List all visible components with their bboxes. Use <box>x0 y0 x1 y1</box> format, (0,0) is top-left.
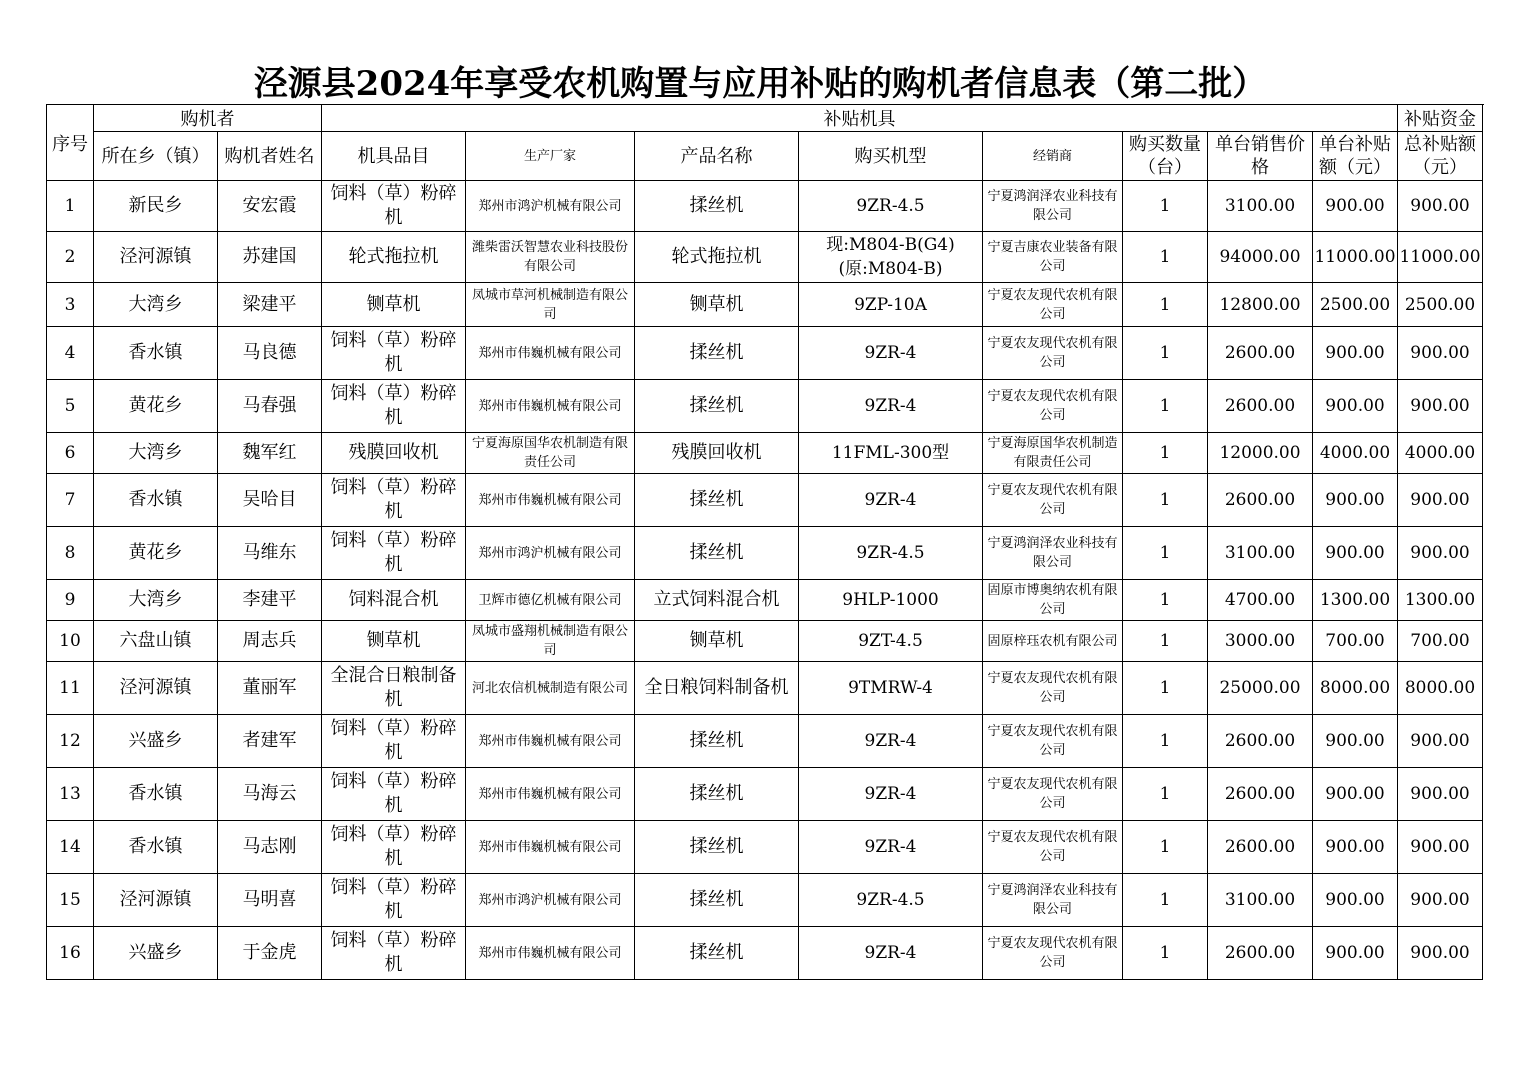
unit-subsidy-cell: 11000.00 <box>1313 232 1398 283</box>
total-subsidy-cell: 900.00 <box>1398 715 1483 768</box>
unit-subsidy-cell: 900.00 <box>1313 821 1398 874</box>
buyer-name-cell: 马明喜 <box>218 874 322 927</box>
total-subsidy-cell: 900.00 <box>1398 821 1483 874</box>
manufacturer-cell: 潍柴雷沃智慧农业科技股份有限公司 <box>466 232 635 283</box>
quantity-cell: 1 <box>1123 927 1208 980</box>
unit-price-cell: 2600.00 <box>1208 474 1313 527</box>
quantity-cell: 1 <box>1123 283 1208 327</box>
row-index: 1 <box>47 181 94 232</box>
dealer-cell: 固原市博奥纳农机有限公司 <box>983 580 1123 621</box>
unit-subsidy-cell: 900.00 <box>1313 327 1398 380</box>
unit-subsidy-cell: 2500.00 <box>1313 283 1398 327</box>
header-product: 产品名称 <box>635 132 799 181</box>
product-cell: 揉丝机 <box>635 715 799 768</box>
unit-price-cell: 3100.00 <box>1208 874 1313 927</box>
unit-subsidy-cell: 900.00 <box>1313 527 1398 580</box>
model-cell: 11FML-300型 <box>799 433 983 474</box>
table-row <box>47 715 1483 768</box>
dealer-cell: 宁夏鸿润泽农业科技有限公司 <box>983 181 1123 232</box>
unit-subsidy-cell: 900.00 <box>1313 181 1398 232</box>
unit-price-cell: 3000.00 <box>1208 621 1313 662</box>
item-cell: 铡草机 <box>322 283 466 327</box>
unit-price-cell: 3100.00 <box>1208 181 1313 232</box>
model-cell: 9HLP-1000 <box>799 580 983 621</box>
row-index: 15 <box>47 874 94 927</box>
model-cell: 9ZP-10A <box>799 283 983 327</box>
unit-subsidy-cell: 900.00 <box>1313 474 1398 527</box>
table-row <box>47 181 1483 232</box>
unit-price-cell: 3100.00 <box>1208 527 1313 580</box>
model-cell: 9ZT-4.5 <box>799 621 983 662</box>
quantity-cell: 1 <box>1123 715 1208 768</box>
item-cell: 饲料（草）粉碎机 <box>322 380 466 433</box>
buyer-name-cell: 苏建国 <box>218 232 322 283</box>
total-subsidy-cell: 900.00 <box>1398 874 1483 927</box>
row-index: 16 <box>47 927 94 980</box>
dealer-cell: 宁夏农友现代农机有限公司 <box>983 927 1123 980</box>
table-row <box>47 662 1483 715</box>
buyer-info-table <box>46 104 1483 980</box>
dealer-cell: 宁夏农友现代农机有限公司 <box>983 380 1123 433</box>
item-cell: 轮式拖拉机 <box>322 232 466 283</box>
product-cell: 全日粮饲料制备机 <box>635 662 799 715</box>
header-unit-price: 单台销售价格 <box>1208 132 1313 181</box>
unit-price-cell: 2600.00 <box>1208 927 1313 980</box>
buyer-name-cell: 于金虎 <box>218 927 322 980</box>
product-cell: 揉丝机 <box>635 927 799 980</box>
item-cell: 饲料（草）粉碎机 <box>322 474 466 527</box>
buyer-name-cell: 马海云 <box>218 768 322 821</box>
dealer-cell: 宁夏农友现代农机有限公司 <box>983 715 1123 768</box>
buyer-name-cell: 吴哈目 <box>218 474 322 527</box>
manufacturer-cell: 郑州市伟巍机械有限公司 <box>466 821 635 874</box>
header-buyer-group: 购机者 <box>94 105 322 132</box>
township-cell: 泾河源镇 <box>94 874 218 927</box>
buyer-name-cell: 者建军 <box>218 715 322 768</box>
header-model: 购买机型 <box>799 132 983 181</box>
table-row <box>47 380 1483 433</box>
dealer-cell: 宁夏农友现代农机有限公司 <box>983 327 1123 380</box>
product-cell: 揉丝机 <box>635 474 799 527</box>
product-cell: 铡草机 <box>635 621 799 662</box>
buyer-name-cell: 董丽军 <box>218 662 322 715</box>
township-cell: 兴盛乡 <box>94 927 218 980</box>
quantity-cell: 1 <box>1123 874 1208 927</box>
table-row <box>47 621 1483 662</box>
unit-price-cell: 2600.00 <box>1208 327 1313 380</box>
model-cell: 9ZR-4 <box>799 380 983 433</box>
row-index: 8 <box>47 527 94 580</box>
quantity-cell: 1 <box>1123 327 1208 380</box>
manufacturer-cell: 凤城市草河机械制造有限公司 <box>466 283 635 327</box>
total-subsidy-cell: 700.00 <box>1398 621 1483 662</box>
table-row <box>47 768 1483 821</box>
unit-price-cell: 2600.00 <box>1208 768 1313 821</box>
product-cell: 揉丝机 <box>635 874 799 927</box>
total-subsidy-cell: 900.00 <box>1398 327 1483 380</box>
quantity-cell: 1 <box>1123 433 1208 474</box>
total-subsidy-cell: 1300.00 <box>1398 580 1483 621</box>
township-cell: 香水镇 <box>94 327 218 380</box>
dealer-cell: 宁夏鸿润泽农业科技有限公司 <box>983 874 1123 927</box>
total-subsidy-cell: 2500.00 <box>1398 283 1483 327</box>
row-index: 12 <box>47 715 94 768</box>
unit-price-cell: 12000.00 <box>1208 433 1313 474</box>
township-cell: 黄花乡 <box>94 527 218 580</box>
product-cell: 揉丝机 <box>635 527 799 580</box>
table-row <box>47 474 1483 527</box>
quantity-cell: 1 <box>1123 232 1208 283</box>
product-cell: 立式饲料混合机 <box>635 580 799 621</box>
dealer-cell: 宁夏吉康农业装备有限公司 <box>983 232 1123 283</box>
manufacturer-cell: 郑州市伟巍机械有限公司 <box>466 380 635 433</box>
row-index: 9 <box>47 580 94 621</box>
manufacturer-cell: 郑州市伟巍机械有限公司 <box>466 927 635 980</box>
total-subsidy-cell: 4000.00 <box>1398 433 1483 474</box>
unit-price-cell: 2600.00 <box>1208 380 1313 433</box>
row-index: 7 <box>47 474 94 527</box>
buyer-name-cell: 马良德 <box>218 327 322 380</box>
row-index: 2 <box>47 232 94 283</box>
unit-subsidy-cell: 900.00 <box>1313 380 1398 433</box>
header-township: 所在乡（镇） <box>94 132 218 181</box>
total-subsidy-cell: 900.00 <box>1398 768 1483 821</box>
township-cell: 泾河源镇 <box>94 662 218 715</box>
buyer-name-cell: 梁建平 <box>218 283 322 327</box>
product-cell: 揉丝机 <box>635 768 799 821</box>
total-subsidy-cell: 900.00 <box>1398 474 1483 527</box>
model-cell: 9ZR-4 <box>799 821 983 874</box>
model-cell: 9ZR-4.5 <box>799 527 983 580</box>
manufacturer-cell: 卫辉市德亿机械有限公司 <box>466 580 635 621</box>
township-cell: 大湾乡 <box>94 580 218 621</box>
table-row <box>47 433 1483 474</box>
product-cell: 揉丝机 <box>635 181 799 232</box>
quantity-cell: 1 <box>1123 621 1208 662</box>
total-subsidy-cell: 8000.00 <box>1398 662 1483 715</box>
table-row <box>47 327 1483 380</box>
table-body <box>47 181 1483 980</box>
quantity-cell: 1 <box>1123 181 1208 232</box>
manufacturer-cell: 郑州市伟巍机械有限公司 <box>466 715 635 768</box>
manufacturer-cell: 郑州市伟巍机械有限公司 <box>466 474 635 527</box>
header-dealer: 经销商 <box>983 132 1123 181</box>
dealer-cell: 宁夏海原国华农机制造有限责任公司 <box>983 433 1123 474</box>
unit-price-cell: 4700.00 <box>1208 580 1313 621</box>
item-cell: 残膜回收机 <box>322 433 466 474</box>
manufacturer-cell: 郑州市伟巍机械有限公司 <box>466 327 635 380</box>
product-cell: 揉丝机 <box>635 327 799 380</box>
township-cell: 新民乡 <box>94 181 218 232</box>
unit-subsidy-cell: 1300.00 <box>1313 580 1398 621</box>
manufacturer-cell: 郑州市鸿沪机械有限公司 <box>466 874 635 927</box>
quantity-cell: 1 <box>1123 768 1208 821</box>
buyer-name-cell: 马志刚 <box>218 821 322 874</box>
page-title: 泾源县2024年享受农机购置与应用补贴的购机者信息表（第二批） <box>253 64 1267 104</box>
manufacturer-cell: 河北农信机械制造有限公司 <box>466 662 635 715</box>
table-row <box>47 283 1483 327</box>
header-machine-group: 补贴机具 <box>322 105 1398 132</box>
quantity-cell: 1 <box>1123 380 1208 433</box>
total-subsidy-cell: 900.00 <box>1398 380 1483 433</box>
manufacturer-cell: 郑州市伟巍机械有限公司 <box>466 768 635 821</box>
buyer-name-cell: 马维东 <box>218 527 322 580</box>
item-cell: 饲料（草）粉碎机 <box>322 181 466 232</box>
item-cell: 饲料（草）粉碎机 <box>322 715 466 768</box>
row-index: 11 <box>47 662 94 715</box>
model-cell: 9ZR-4 <box>799 927 983 980</box>
unit-subsidy-cell: 900.00 <box>1313 874 1398 927</box>
buyer-name-cell: 马春强 <box>218 380 322 433</box>
product-cell: 残膜回收机 <box>635 433 799 474</box>
total-subsidy-cell: 900.00 <box>1398 181 1483 232</box>
item-cell: 饲料混合机 <box>322 580 466 621</box>
row-index: 6 <box>47 433 94 474</box>
table-row <box>47 821 1483 874</box>
township-cell: 香水镇 <box>94 474 218 527</box>
table-row <box>47 580 1483 621</box>
model-cell: 9ZR-4.5 <box>799 874 983 927</box>
total-subsidy-cell: 900.00 <box>1398 527 1483 580</box>
header-buyer-name: 购机者姓名 <box>218 132 322 181</box>
township-cell: 大湾乡 <box>94 283 218 327</box>
item-cell: 饲料（草）粉碎机 <box>322 768 466 821</box>
header-index: 序号 <box>47 105 94 181</box>
table-row <box>47 232 1483 283</box>
township-cell: 泾河源镇 <box>94 232 218 283</box>
item-cell: 饲料（草）粉碎机 <box>322 821 466 874</box>
quantity-cell: 1 <box>1123 662 1208 715</box>
product-cell: 揉丝机 <box>635 821 799 874</box>
township-cell: 兴盛乡 <box>94 715 218 768</box>
buyer-name-cell: 周志兵 <box>218 621 322 662</box>
unit-price-cell: 25000.00 <box>1208 662 1313 715</box>
unit-price-cell: 2600.00 <box>1208 821 1313 874</box>
township-cell: 黄花乡 <box>94 380 218 433</box>
township-cell: 大湾乡 <box>94 433 218 474</box>
quantity-cell: 1 <box>1123 474 1208 527</box>
quantity-cell: 1 <box>1123 580 1208 621</box>
unit-subsidy-cell: 4000.00 <box>1313 433 1398 474</box>
row-index: 13 <box>47 768 94 821</box>
table-row <box>47 927 1483 980</box>
table-row <box>47 874 1483 927</box>
unit-price-cell: 94000.00 <box>1208 232 1313 283</box>
header-manufacturer: 生产厂家 <box>466 132 635 181</box>
manufacturer-cell: 凤城市盛翔机械制造有限公司 <box>466 621 635 662</box>
total-subsidy-cell: 900.00 <box>1398 927 1483 980</box>
item-cell: 饲料（草）粉碎机 <box>322 327 466 380</box>
product-cell: 铡草机 <box>635 283 799 327</box>
row-index: 5 <box>47 380 94 433</box>
township-cell: 六盘山镇 <box>94 621 218 662</box>
model-cell: 9TMRW-4 <box>799 662 983 715</box>
header-total-subsidy: 总补贴额（元） <box>1398 132 1483 181</box>
total-subsidy-cell: 11000.00 <box>1398 232 1483 283</box>
model-cell: 9ZR-4 <box>799 474 983 527</box>
buyer-name-cell: 李建平 <box>218 580 322 621</box>
unit-subsidy-cell: 700.00 <box>1313 621 1398 662</box>
row-index: 14 <box>47 821 94 874</box>
buyer-name-cell: 魏军红 <box>218 433 322 474</box>
header-item: 机具品目 <box>322 132 466 181</box>
dealer-cell: 宁夏农友现代农机有限公司 <box>983 768 1123 821</box>
model-cell: 9ZR-4 <box>799 327 983 380</box>
unit-subsidy-cell: 900.00 <box>1313 927 1398 980</box>
unit-subsidy-cell: 8000.00 <box>1313 662 1398 715</box>
dealer-cell: 宁夏农友现代农机有限公司 <box>983 474 1123 527</box>
header-subsidy-group: 补贴资金 <box>1398 105 1483 132</box>
item-cell: 铡草机 <box>322 621 466 662</box>
quantity-cell: 1 <box>1123 527 1208 580</box>
dealer-cell: 宁夏农友现代农机有限公司 <box>983 283 1123 327</box>
row-index: 10 <box>47 621 94 662</box>
header-quantity: 购买数量（台） <box>1123 132 1208 181</box>
header-unit-subsidy: 单台补贴额（元） <box>1313 132 1398 181</box>
township-cell: 香水镇 <box>94 768 218 821</box>
dealer-cell: 宁夏农友现代农机有限公司 <box>983 662 1123 715</box>
dealer-cell: 宁夏农友现代农机有限公司 <box>983 821 1123 874</box>
manufacturer-cell: 郑州市鸿沪机械有限公司 <box>466 181 635 232</box>
item-cell: 饲料（草）粉碎机 <box>322 527 466 580</box>
row-index: 3 <box>47 283 94 327</box>
unit-subsidy-cell: 900.00 <box>1313 768 1398 821</box>
dealer-cell: 固原梓珏农机有限公司 <box>983 621 1123 662</box>
township-cell: 香水镇 <box>94 821 218 874</box>
product-cell: 揉丝机 <box>635 380 799 433</box>
quantity-cell: 1 <box>1123 821 1208 874</box>
unit-price-cell: 2600.00 <box>1208 715 1313 768</box>
item-cell: 饲料（草）粉碎机 <box>322 927 466 980</box>
item-cell: 全混合日粮制备机 <box>322 662 466 715</box>
table-row <box>47 527 1483 580</box>
manufacturer-cell: 宁夏海原国华农机制造有限责任公司 <box>466 433 635 474</box>
model-cell: 9ZR-4 <box>799 715 983 768</box>
buyer-name-cell: 安宏霞 <box>218 181 322 232</box>
row-index: 4 <box>47 327 94 380</box>
item-cell: 饲料（草）粉碎机 <box>322 874 466 927</box>
unit-subsidy-cell: 900.00 <box>1313 715 1398 768</box>
manufacturer-cell: 郑州市鸿沪机械有限公司 <box>466 527 635 580</box>
product-cell: 轮式拖拉机 <box>635 232 799 283</box>
model-cell: 9ZR-4.5 <box>799 181 983 232</box>
dealer-cell: 宁夏鸿润泽农业科技有限公司 <box>983 527 1123 580</box>
unit-price-cell: 12800.00 <box>1208 283 1313 327</box>
model-cell: 现:M804-B(G4)(原:M804-B) <box>799 232 983 283</box>
model-cell: 9ZR-4 <box>799 768 983 821</box>
